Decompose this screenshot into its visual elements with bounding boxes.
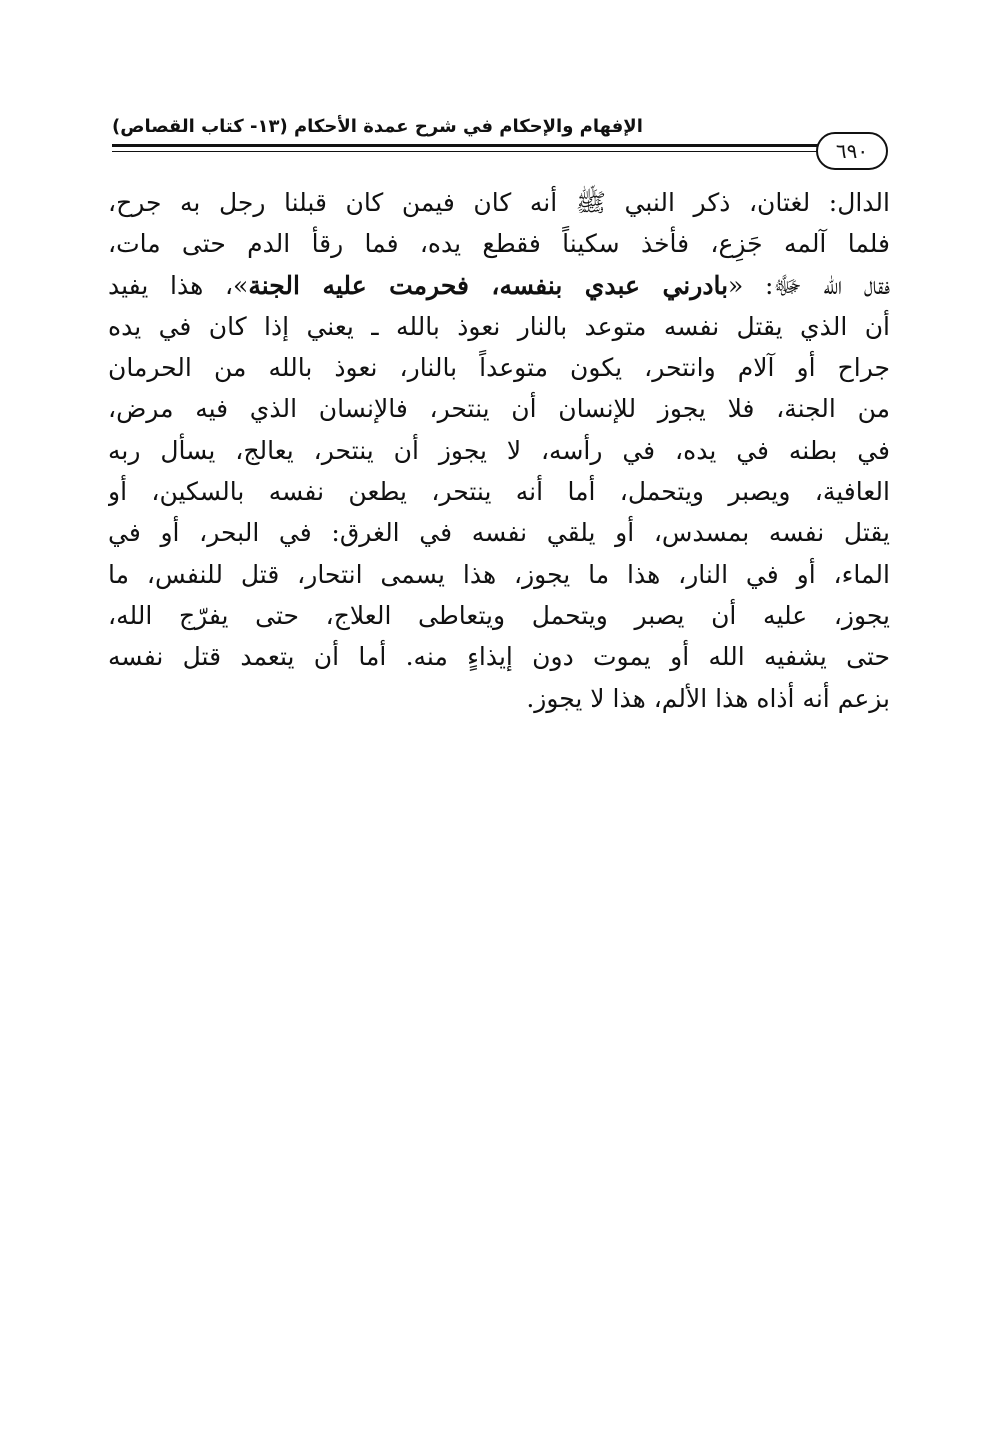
text-line-hadith [108,265,890,306]
page-header [112,110,888,170]
text-line: فلما آلمه جَزِع، فأخذ سكيناً فقطع يده، فما رقأ الدم حتى مات، [108,229,890,259]
hadith-outro: »، هذا يفيد [108,270,249,300]
hadith-quote: بادرني عبدي بنفسه، فحرمت عليه الجنة [248,270,729,300]
header-rule-thin [112,151,818,152]
text-line: جراح أو آلام وانتحر، يكون متوعداً بالنار، نعوذ بالله من الحرمان [108,353,890,383]
text-line: يقتل نفسه بمسدس، أو يلقي نفسه في الغرق: في البحر، أو في [108,518,890,548]
text-line: أن الذي يقتل نفسه متوعد بالنار نعوذ بالله ـ يعني إذا كان في يده [108,311,890,341]
page-number: ٦٩٠ [816,132,888,170]
text-line: من الجنة، فلا يجوز للإنسان أن ينتحر، فالإنسان الذي فيه مرض، [108,394,890,424]
text-line: يجوز، عليه أن يصبر ويتحمل ويتعاطى العلاج، حتى يفرّج الله، [108,600,890,630]
text-line-last: بزعم أنه أذاه هذا الألم، هذا لا يجوز. [526,683,890,713]
text-line: العافية، ويصبر ويتحمل، أما أنه ينتحر، يطعن نفسه بالسكين، أو [108,477,890,507]
text-line: حتى يشفيه الله أو يموت دون إيذاءٍ منه. أما أن يتعمد قتل نفسه [108,642,890,672]
running-title: الإفهام والإحكام في شرح عمدة الأحكام (١٣- كتاب القصاص) [112,116,643,137]
text-line: الماء، أو في النار، هذا ما يجوز، هذا يسمى انتحار، قتل للنفس، ما [108,559,890,589]
text-line: في بطنه في يده، في رأسه، لا يجوز أن ينتحر، يعالج، يسأل ربه [108,435,890,465]
hadith-intro: فقال الله ﷻ: « [728,270,890,300]
text-line: الدال: لغتان، ذكر النبي ﷺ أنه كان فيمن كان قبلنا رجل به جرح، [108,188,890,217]
header-rule-thick [112,144,818,147]
body-text [108,182,890,719]
